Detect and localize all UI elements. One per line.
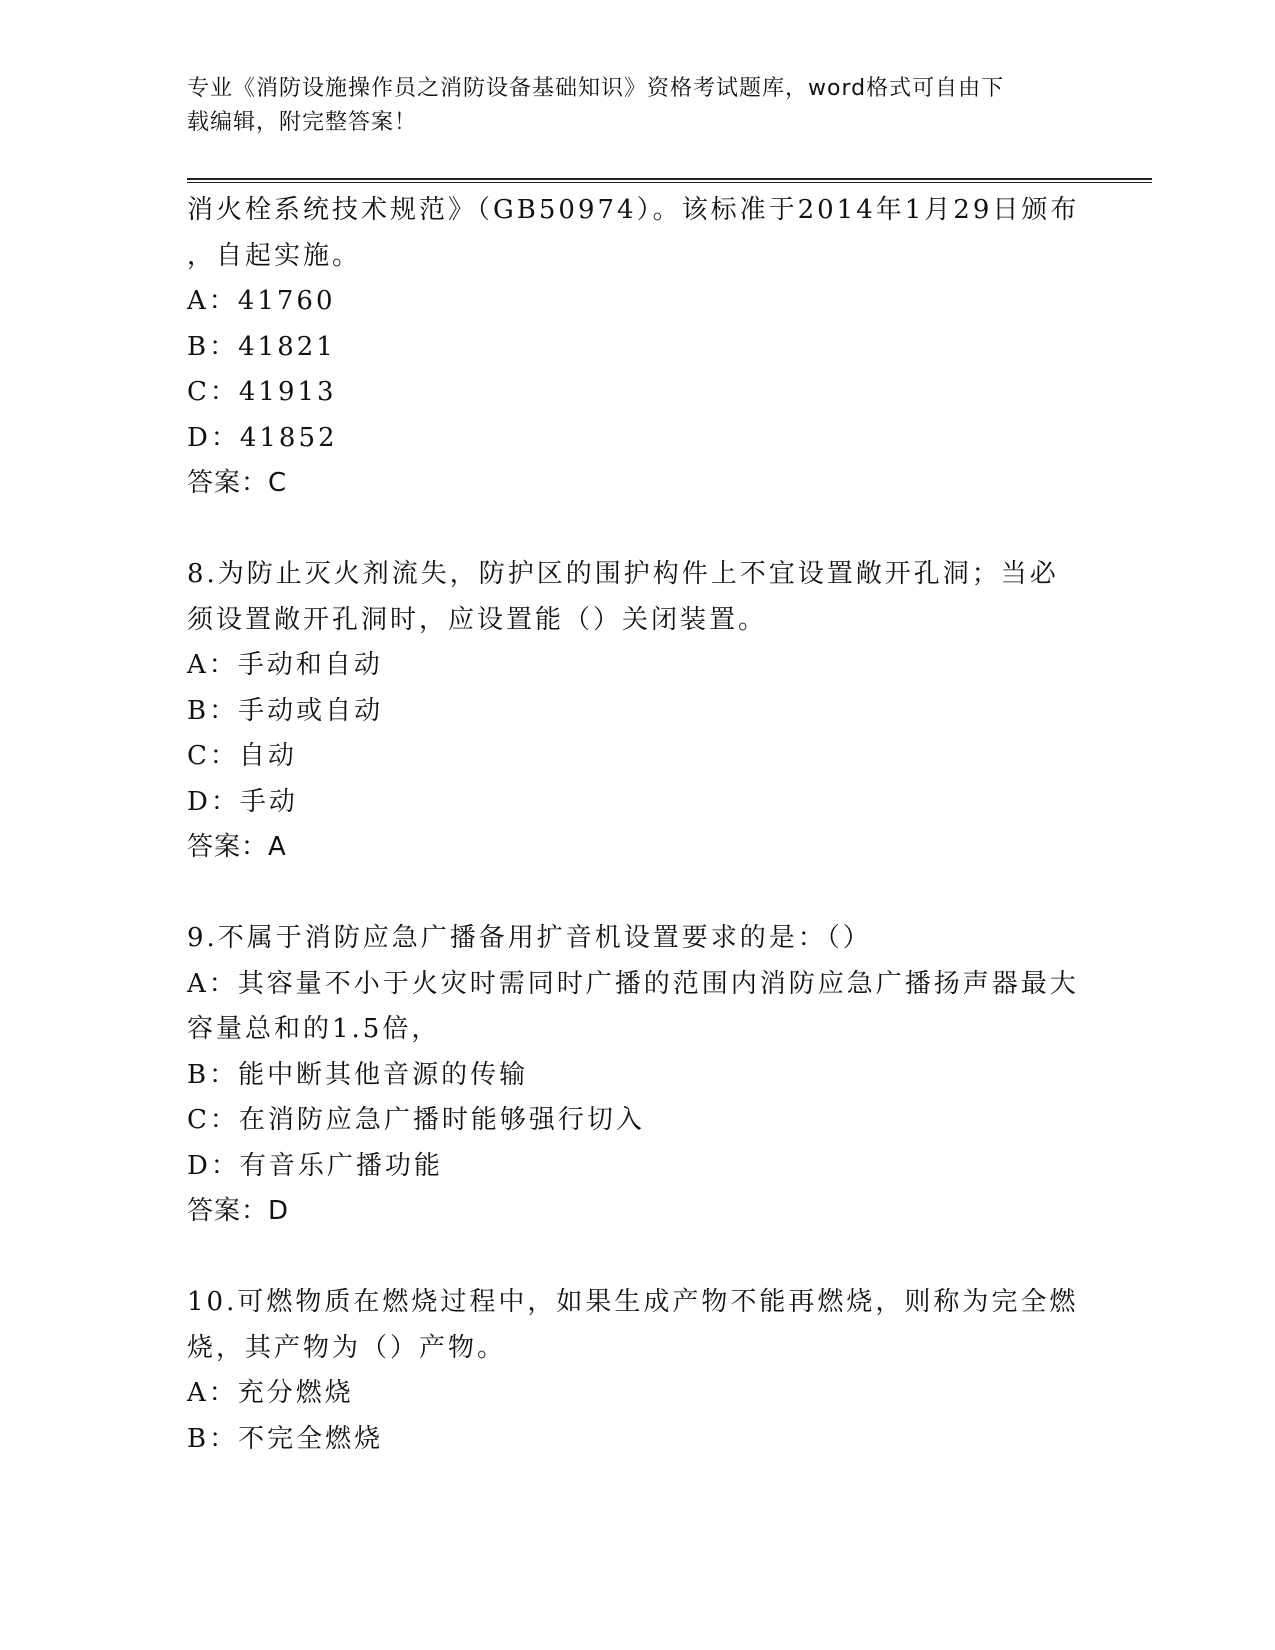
option-d: D：手动 (187, 786, 298, 817)
option-c: C：在消防应急广播时能够强行切入 (187, 1105, 645, 1135)
question-stem: 须设置敞开孔洞时，应设置能（）关闭装置。 (187, 604, 768, 635)
option-a: A：其容量不小于火灾时需同时广播的范围内消防应急广播扬声器最大 (187, 968, 1079, 999)
answer-key: 答案：D (187, 1196, 290, 1226)
answer-key: 答案：A (187, 832, 287, 862)
header-note (187, 72, 1067, 140)
header-line-1: 专业《消防设施操作员之消防设备基础知识》资格考试题库，word格式可自由下 (187, 76, 1005, 101)
header-divider (187, 178, 1152, 183)
option-a-continued: 容量总和的1.5倍， (187, 1014, 441, 1044)
question-stem: 烧，其产物为（）产物。 (187, 1332, 507, 1363)
question-stem: 9.不属于消防应急广播备用扩音机设置要求的是：（） (187, 923, 872, 953)
option-a: A：充分燃烧 (187, 1378, 354, 1408)
question-stem: 消火栓系统技术规范》（GB50974）。该标准于2014年1月29日颁布 (187, 195, 1080, 225)
option-b: B：41821 (187, 331, 336, 362)
question-spacer (187, 1235, 1087, 1281)
option-c: C：41913 (187, 377, 337, 407)
option-d: D：41852 (187, 422, 338, 453)
question-10 (187, 1280, 1087, 1462)
option-b: B：能中断其他音源的传输 (187, 1059, 529, 1090)
question-stem: ，自起实施。 (187, 240, 362, 271)
answer-key: 答案：C (187, 468, 288, 498)
option-c: C：自动 (187, 741, 297, 771)
question-spacer (187, 507, 1087, 553)
question-9 (187, 916, 1087, 1235)
option-a: A：41760 (187, 286, 336, 316)
option-b: B：不完全燃烧 (187, 1423, 384, 1454)
question-stem: 10.可燃物质在燃烧过程中，如果生成产物不能再燃烧，则称为完全燃 (187, 1287, 1079, 1317)
option-a: A：手动和自动 (187, 650, 383, 680)
option-d: D：有音乐广播功能 (187, 1150, 443, 1181)
question-7 (187, 188, 1087, 507)
question-8 (187, 552, 1087, 871)
option-b: B：手动或自动 (187, 695, 384, 726)
question-list (187, 188, 1087, 1462)
question-spacer (187, 871, 1087, 917)
question-stem: 8.为防止灭火剂流失，防护区的围护构件上不宜设置敞开孔洞；当必 (187, 559, 1059, 589)
header-line-2: 载编辑，附完整答案！ (187, 110, 418, 135)
